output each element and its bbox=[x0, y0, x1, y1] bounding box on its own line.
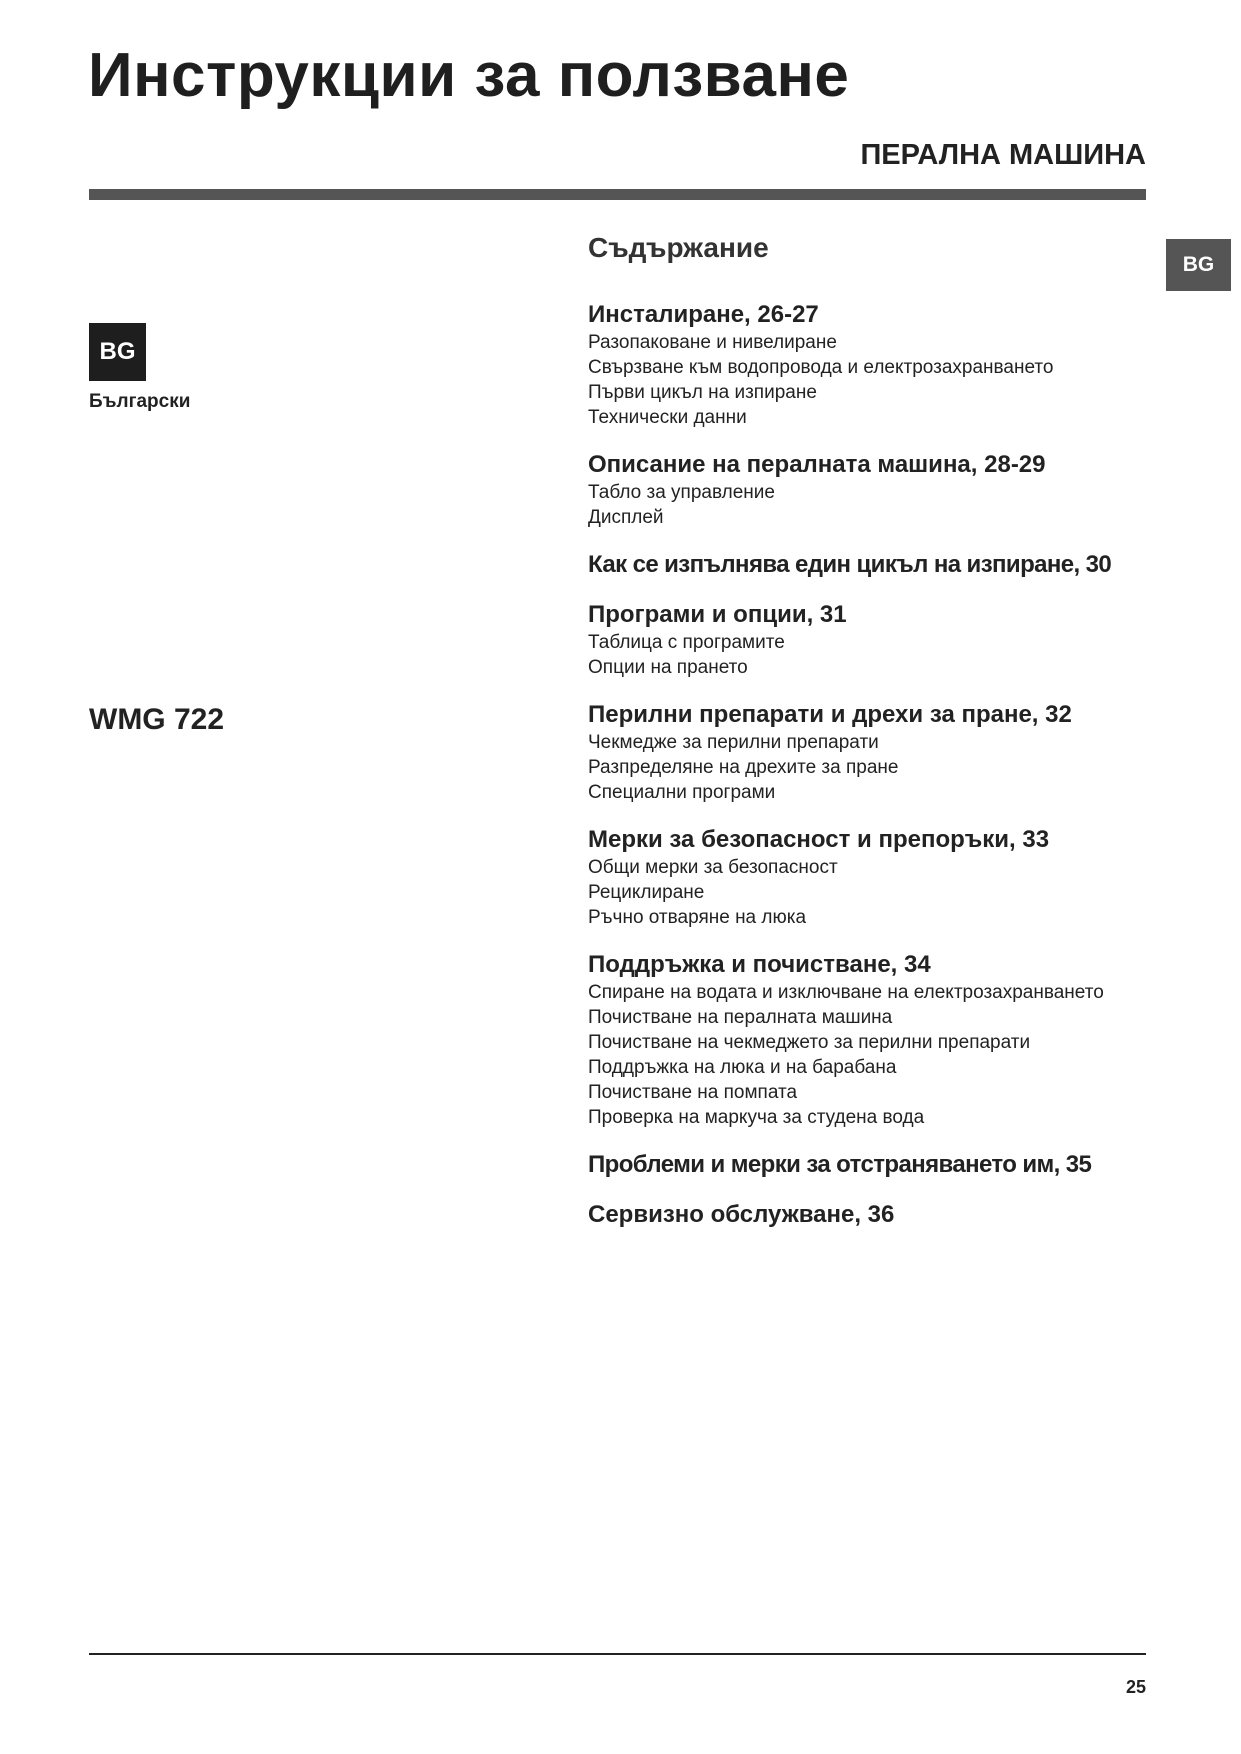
language-side-tab: BG bbox=[1166, 239, 1231, 291]
product-type-heading: ПЕРАЛНА МАШИНА bbox=[860, 139, 1146, 171]
toc-heading: Съдържание bbox=[588, 232, 769, 263]
toc-item: Дисплей bbox=[588, 507, 664, 528]
toc-item: Почистване на помпата bbox=[588, 1082, 798, 1103]
toc-item: Първи цикъл на изпиране bbox=[588, 382, 817, 403]
toc-section-title: Проблеми и мерки за отстраняването им, 35 bbox=[588, 1151, 1092, 1178]
toc-item: Технически данни bbox=[588, 407, 747, 428]
toc-item: Рециклиране bbox=[588, 882, 705, 903]
toc-section-service bbox=[588, 1200, 1148, 1230]
header-divider-bar bbox=[89, 189, 1146, 200]
toc-item: Общи мерки за безопасност bbox=[588, 857, 838, 878]
toc-section-title: Сервизно обслужване, 36 bbox=[588, 1201, 895, 1228]
toc-item: Ръчно отваряне на люка bbox=[588, 907, 807, 928]
toc-item: Чекмедже за перилни препарати bbox=[588, 732, 879, 753]
toc-section-safety bbox=[588, 825, 1148, 930]
toc-section-installation bbox=[588, 300, 1148, 430]
toc-section-programs bbox=[588, 600, 1148, 680]
toc-item: Свързване към водопровода и електрозахранването bbox=[588, 357, 1054, 378]
toc-section-title: Инсталиране, 26-27 bbox=[588, 301, 819, 328]
model-name: WMG 722 bbox=[89, 703, 225, 736]
toc-section-maintenance bbox=[588, 950, 1148, 1130]
toc-section-description bbox=[588, 450, 1148, 530]
toc-item: Разопаковане и нивелиране bbox=[588, 332, 837, 353]
footer-divider bbox=[89, 1653, 1146, 1655]
toc-section-detergents bbox=[588, 700, 1148, 805]
toc-item: Специални програми bbox=[588, 782, 776, 803]
page-number: 25 bbox=[1125, 1677, 1146, 1697]
toc-item: Почистване на пералната машина bbox=[588, 1007, 893, 1028]
toc-item: Таблица с програмите bbox=[588, 632, 785, 653]
toc-item: Проверка на маркуча за студена вода bbox=[588, 1107, 925, 1128]
toc-section-title: Мерки за безопасност и препоръки, 33 bbox=[588, 826, 1050, 853]
toc-section-title: Как се изпълнява един цикъл на изпиране, 30 bbox=[588, 551, 1112, 578]
language-badge: BG bbox=[89, 323, 146, 381]
toc-item: Разпределяне на дрехите за пране bbox=[588, 757, 899, 778]
toc-section-title: Перилни препарати и дрехи за пране, 32 bbox=[588, 701, 1072, 728]
language-name: Български bbox=[89, 391, 191, 412]
document-title: Инструкции за ползване bbox=[88, 41, 850, 110]
toc-item: Табло за управление bbox=[588, 482, 775, 503]
toc-section-title: Описание на пералната машина, 28-29 bbox=[588, 451, 1046, 478]
table-of-contents bbox=[588, 232, 1148, 1250]
toc-item: Поддръжка на люка и на барабана bbox=[588, 1057, 897, 1078]
toc-section-title: Програми и опции, 31 bbox=[588, 601, 847, 628]
toc-section-title: Поддръжка и почистване, 34 bbox=[588, 951, 931, 978]
toc-item: Спиране на водата и изключване на електрозахранването bbox=[588, 982, 1104, 1003]
toc-item: Почистване на чекмеджето за перилни препарати bbox=[588, 1032, 1031, 1053]
toc-item: Опции на прането bbox=[588, 657, 748, 678]
toc-section-wash-cycle bbox=[588, 550, 1148, 580]
toc-section-troubleshooting bbox=[588, 1150, 1148, 1180]
